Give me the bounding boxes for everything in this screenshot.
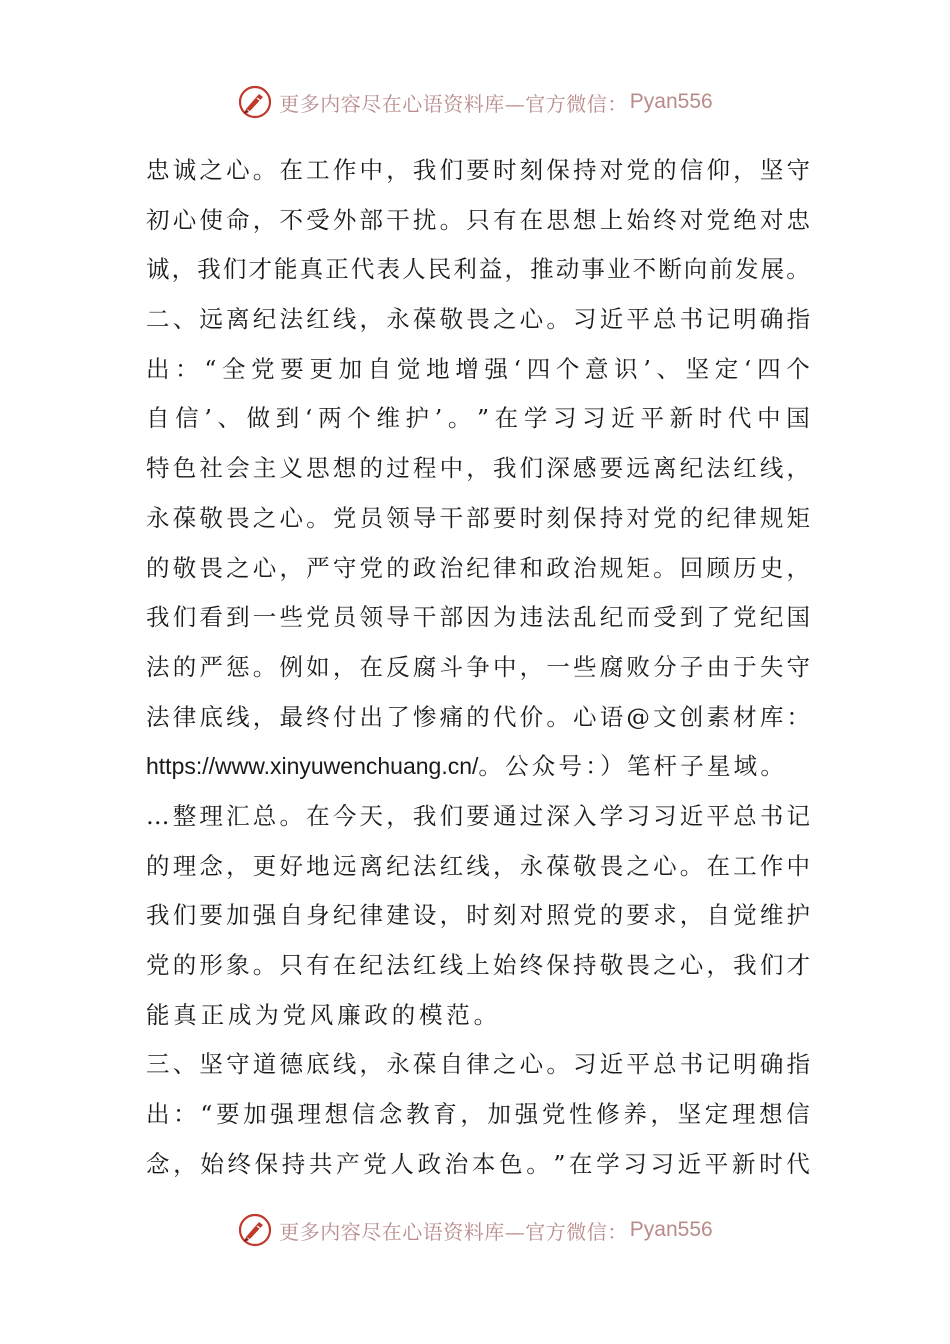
text-line: 念 ， 始 终 保 持 共 产 党 人 政 治 本 色 。 ” 在 学 习 习 近 平 新 时 代 bbox=[146, 1149, 810, 1178]
text-line: 的 理 念 ， 更 好 地 远 离 纪 法 红 线 ， 永 葆 敬 畏 之 心 。 在 工 作 中 bbox=[146, 851, 810, 880]
footer-wechat-id: Pyan556 bbox=[629, 1218, 713, 1241]
text-line: … 整 理 汇 总 。 在 今 天 ， 我 们 要 通 过 深 入 学 习 习 近 平 总 书 记 bbox=[146, 801, 810, 830]
text-line: 永 葆 敬 畏 之 心 。 党 员 领 导 干 部 要 时 刻 保 持 对 党 的 纪 律 规 矩 bbox=[146, 503, 810, 532]
text-line: 三 、 坚 守 道 德 底 线 ， 永 葆 自 律 之 心 。 习 近 平 总 书 记 明 确 指 bbox=[146, 1050, 810, 1079]
header-banner-text: 更多内容尽在心语资料库—官方微信： bbox=[279, 91, 628, 116]
text-line: 自 信 ’ 、 做 到 ‘ 两 个 维 护 ’ 。 ” 在 学 习 习 近 平 新 时 代 中 国 bbox=[146, 404, 810, 433]
text-line: 我 们 看 到 一 些 党 员 领 导 干 部 因 为 违 法 乱 纪 而 受 到 了 党 纪 国 bbox=[146, 603, 810, 632]
text-line: 诚 ， 我 们 才 能 真 正 代 表 人 民 利 益 ， 推 动 事 业 不 断 向 前 发 展 。 bbox=[146, 255, 810, 284]
footer-banner bbox=[0, 1210, 950, 1250]
text-line: 法 律 底 线 ， 最 终 付 出 了 惨 痛 的 代 价 。 心 语 @ 文 创 素 材 库 ： bbox=[146, 702, 810, 731]
text-line bbox=[146, 742, 810, 792]
text-line: 党 的 形 象 。 只 有 在 纪 法 红 线 上 始 终 保 持 敬 畏 之 心 ， 我 们 才 bbox=[146, 951, 810, 979]
url-text: https://www.xinyuwenchuang.cn/ bbox=[146, 753, 479, 780]
text-line: 法 的 严 惩 。 例 如 ， 在 反 腐 斗 争 中 ， 一 些 腐 败 分 子 由 于 失 守 bbox=[146, 652, 810, 681]
text-line: 能真正成为党风廉政的模范。 bbox=[146, 1000, 501, 1029]
text-line: 出 ： “ 全 党 要 更 加 自 觉 地 增 强 ‘ 四 个 意 识 ’ 、 坚 定 ‘ 四 个 bbox=[146, 354, 810, 383]
text-line: 忠 诚 之 心 。 在 工 作 中 ， 我 们 要 时 刻 保 持 对 党 的 信 仰 ， 坚 守 bbox=[146, 156, 810, 184]
document-body bbox=[146, 146, 810, 1189]
text-line: 初 心 使 命 ， 不 受 外 部 干 扰 。 只 有 在 思 想 上 始 终 对 党 绝 对 忠 bbox=[146, 205, 810, 234]
text-line: 特 色 社 会 主 义 思 想 的 过 程 中 ， 我 们 深 感 要 远 离 纪 法 红 线 ， bbox=[146, 454, 810, 483]
footer-banner-text: 更多内容尽在心语资料库—官方微信： bbox=[279, 1219, 628, 1244]
quill-logo-icon bbox=[237, 84, 273, 120]
line-text: 。公众号：）笔杆子星域。 bbox=[478, 752, 788, 781]
header-wechat-id: Pyan556 bbox=[629, 90, 713, 113]
text-line: 二 、 远 离 纪 法 红 线 ， 永 葆 敬 畏 之 心 。 习 近 平 总 书 记 明 确 指 bbox=[146, 305, 810, 334]
text-line: 的 敬 畏 之 心 ， 严 守 党 的 政 治 纪 律 和 政 治 规 矩 。 回 顾 历 史 ， bbox=[146, 553, 810, 582]
text-line: 我 们 要 加 强 自 身 纪 律 建 设 ， 时 刻 对 照 党 的 要 求 ， 自 觉 维 护 bbox=[146, 901, 810, 930]
text-line: 出 ： “ 要 加 强 理 想 信 念 教 育 ， 加 强 党 性 修 养 ， 坚 定 理 想 信 bbox=[146, 1100, 810, 1129]
quill-logo-icon bbox=[237, 1212, 273, 1248]
header-banner bbox=[0, 82, 950, 122]
